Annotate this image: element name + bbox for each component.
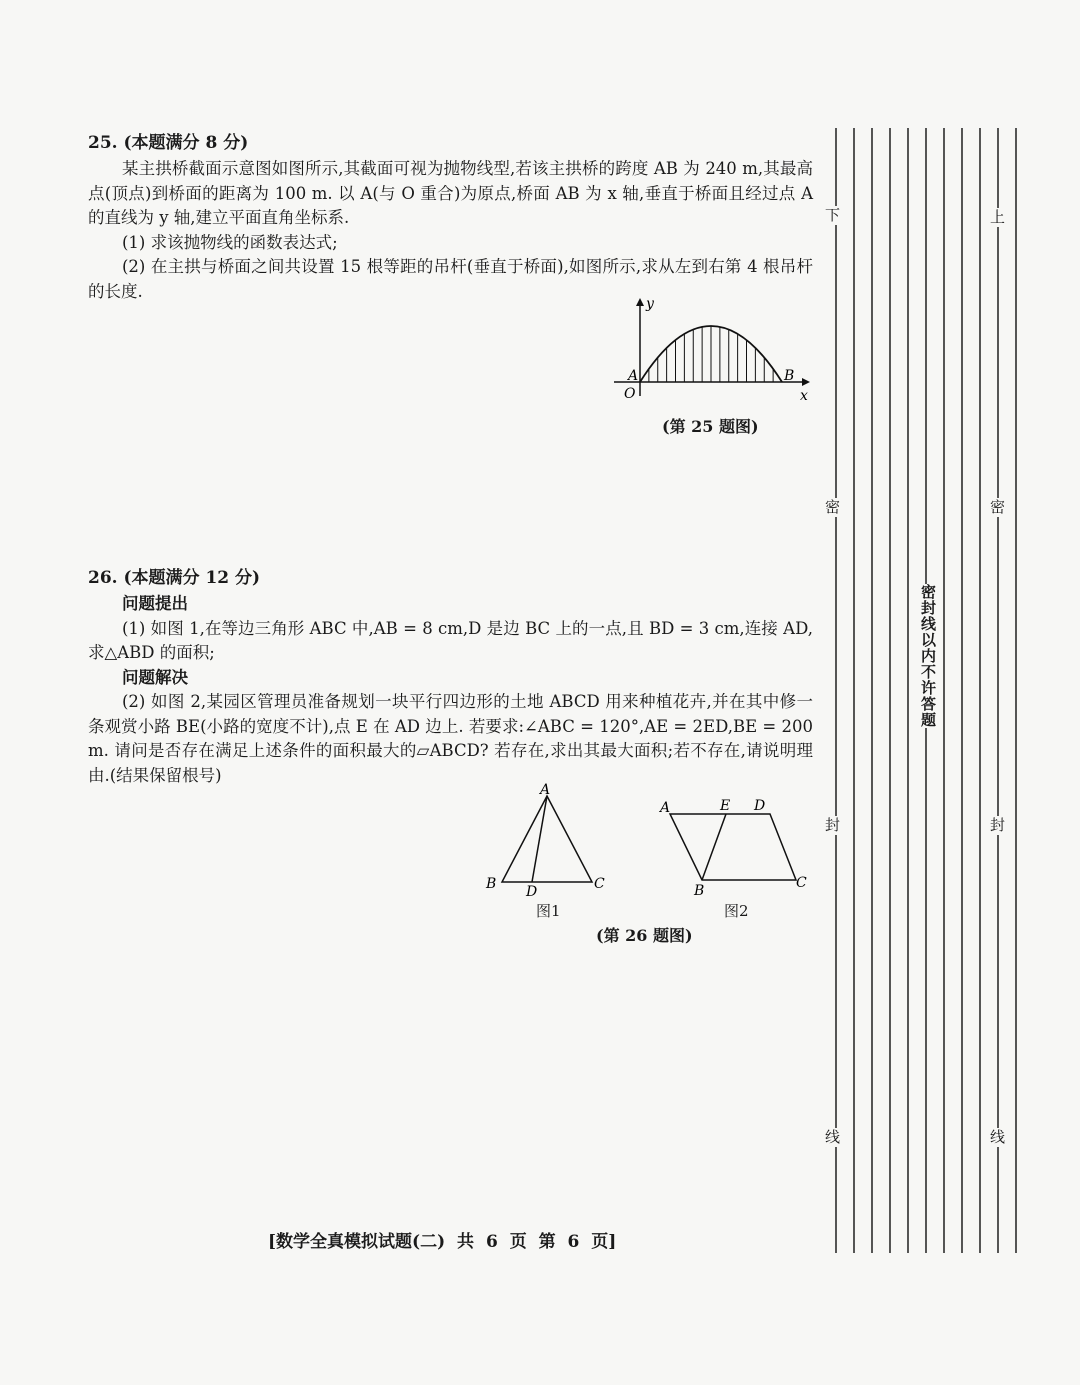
label-o: O <box>624 386 636 402</box>
fig2-label-a: A <box>660 800 671 816</box>
label-a: A <box>628 368 639 384</box>
q26-heading: 26. (本题满分 12 分) <box>88 568 261 588</box>
binding-right-char-3: 封 <box>990 816 1006 834</box>
q25-heading: 25. (本题满分 8 分) <box>88 133 249 153</box>
binding-left-char-3: 封 <box>825 816 841 834</box>
binding-left-char-2: 密 <box>825 498 841 516</box>
fig2-label-b: B <box>694 883 705 899</box>
q25-caption: (第 25 题图) <box>662 417 759 436</box>
fig1-label-c: C <box>594 876 605 892</box>
parabola-arch-diagram <box>610 296 820 406</box>
q26-subtitle-problem: 问题提出 <box>122 594 188 613</box>
q26-subtitle-solution: 问题解决 <box>122 667 188 687</box>
parallelogram-abcd <box>670 814 796 880</box>
q25-figure <box>610 296 820 436</box>
triangle-parallelogram-diagram <box>480 780 820 905</box>
q25-statement: 某主拱桥截面示意图如图所示,其截面可视为抛物线型,若该主拱桥的跨度 AB 为 240 m,其最高点(顶点)到桥面的距离为 100 m. 以 A(与 O 重合)为原点,桥面 AB 为 x 轴,垂直于桥面且经过点 A 的直线为 y 轴,建立平面直角坐标系. <box>88 159 813 227</box>
fig1-label: 图1 <box>536 902 561 920</box>
binding-notice: 密封线以内不许答题 <box>914 584 936 728</box>
hanger-rods <box>649 326 773 382</box>
fig1-label-d: D <box>526 884 538 900</box>
q25-part1: (1) 求该抛物线的函数表达式; <box>122 232 338 252</box>
exam-content <box>88 128 813 304</box>
y-axis-arrow <box>636 298 644 306</box>
label-b: B <box>784 368 795 384</box>
fig1-label-b: B <box>486 876 497 892</box>
fig2-label-c: C <box>796 875 807 891</box>
label-y: y <box>646 296 654 312</box>
triangle-abc <box>502 796 592 882</box>
q25-part2: (2) 在主拱与桥面之间共设置 15 根等距的吊杆(垂直于桥面),如图所示,求从左到右第 4 根吊杆的长度. <box>88 257 813 301</box>
binding-left-char-1: 下 <box>825 206 841 224</box>
x-axis-arrow <box>802 378 810 386</box>
binding-right-char-2: 密 <box>990 498 1006 516</box>
fig2-label-d: D <box>754 798 766 814</box>
q26-content <box>88 563 813 788</box>
q26-figure <box>480 780 820 950</box>
q26-part1: (1) 如图 1,在等边三角形 ABC 中,AB = 8 cm,D 是边 BC 上的一点,且 BD = 3 cm,连接 AD,求△ABD 的面积; <box>88 618 813 662</box>
q26-caption: (第 26 题图) <box>596 926 693 945</box>
segment-be <box>702 814 726 880</box>
q26-part2: (2) 如图 2,某园区管理员准备规划一块平行四边形的土地 ABCD 用来种植花卉,并在其中修一条观赏小路 BE(小路的宽度不计),点 E 在 AD 边上. 若要求:∠ABC = 120°,AE = 2ED,BE = 200 m. 请问是否存在满足上述条件的面积最大的▱ABCD? 若存在,求出其最大面积;若不存在,请说明理由.(结果保留根号) <box>88 692 813 785</box>
page-footer: [数学全真模拟试题(二) 共 6 页 第 6 页] <box>268 1232 617 1252</box>
label-x: x <box>800 388 808 404</box>
binding-left-char-4: 线 <box>825 1128 841 1146</box>
fig2-label-e: E <box>720 798 731 814</box>
binding-right-char-4: 线 <box>990 1128 1006 1146</box>
fig1-label-a: A <box>540 782 551 798</box>
fig2-label: 图2 <box>724 902 749 920</box>
binding-right-char-1: 上 <box>990 208 1006 226</box>
